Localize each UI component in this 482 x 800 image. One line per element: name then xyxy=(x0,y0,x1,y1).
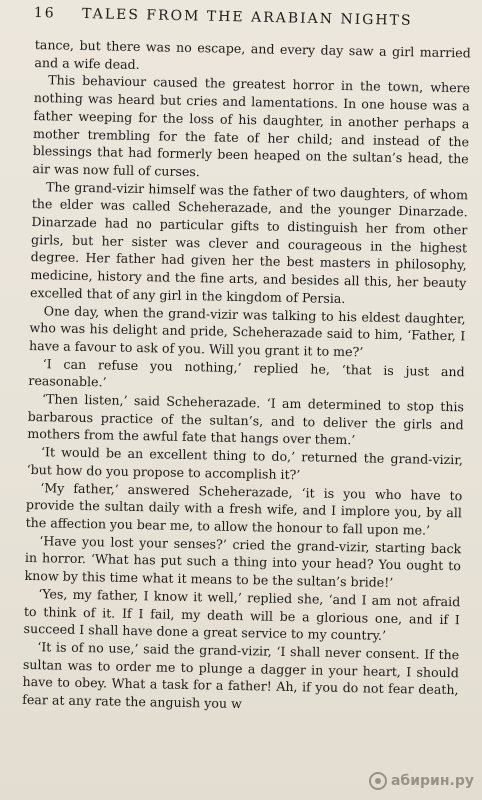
labirint-logo-icon xyxy=(369,772,387,790)
paragraph: ‘Then listen,’ said Scheherazade. ‘I am determined to stop this barbarous practice of the sultan’s, and to deliver the girls and mothers from the awful fate that hangs over them.’ xyxy=(27,391,465,448)
paragraph: The grand-vizir himself was the father of two daughters, of whom the elder was called Scheherazade, and the younger Dinarzade. Dinarzade had no particular gifts to distinguish her from other girls, but her sister was clever and courageous in the highest degree. Her father had given her the best masters in philosophy, medicine, history and the fine arts, and besides all this, her beauty excelled that of any girl in the kingdom of Persia. xyxy=(29,178,469,306)
watermark-text: абирин.ру xyxy=(390,773,474,789)
page-header xyxy=(34,5,472,30)
paragraph: ‘Have you lost your senses?’ cried the grand-vizir, starting back in horror. ‘What has put such a thing into your head? You ought to know by this time what it means to be the sultan’s bride!’ xyxy=(24,532,462,591)
paragraph: ‘Yes, my father, I know it well,’ replied she, ‘and I am not afraid to think of it. If I fail, my death will be a glorious one, and if I succeed I shall have done a great service to my country.’ xyxy=(23,585,461,644)
paragraph: This behaviour caused the greatest horror in the town, where nothing was heard but cries and lamentations. In one house was a father weeping for the loss of his daughter, in another perhaps a mother trembling for the fate of her child; and instead of the blessings that had formerly been heaped on the sultan’s head, the air was now full of curses. xyxy=(32,72,471,180)
page-number: 16 xyxy=(33,5,56,22)
paragraph: ‘It is of no use,’ said the grand-vizir, ‘I shall never consent. If the sultan was to order me to plunge a dagger in your heart, I should have to obey. What a task for a father! Ah, if you do not fear death, fear at any rate the anguish you w xyxy=(22,639,460,712)
paragraph: ‘My father,’ answered Scheherazade, ‘it is you who have to provide the sultan daily with a fresh wife, and I implore you, by all the affection you bear me, to allow the honour to fall upon me.’ xyxy=(25,479,463,538)
paragraph: ‘It would be an excellent thing to do,’ returned the grand-vizir, ‘but how do you propose to accomplish it?’ xyxy=(26,444,464,483)
paragraph: One day, when the grand-vizir was talking to his eldest daughter, who was his delight and pride, Scheherazade said to him, ‘Father, I have a favour to ask of you. Will you grant it to me?’ xyxy=(28,302,466,360)
paragraph: tance, but there was no escape, and every day saw a girl married and a wife dead. xyxy=(34,36,471,72)
running-title: TALES FROM THE ARABIAN NIGHTS xyxy=(81,6,413,29)
paragraph: ‘I can refuse you nothing,’ replied he, ‘that is just and reasonable.’ xyxy=(28,355,465,390)
watermark xyxy=(369,772,474,790)
body-text xyxy=(22,36,471,717)
